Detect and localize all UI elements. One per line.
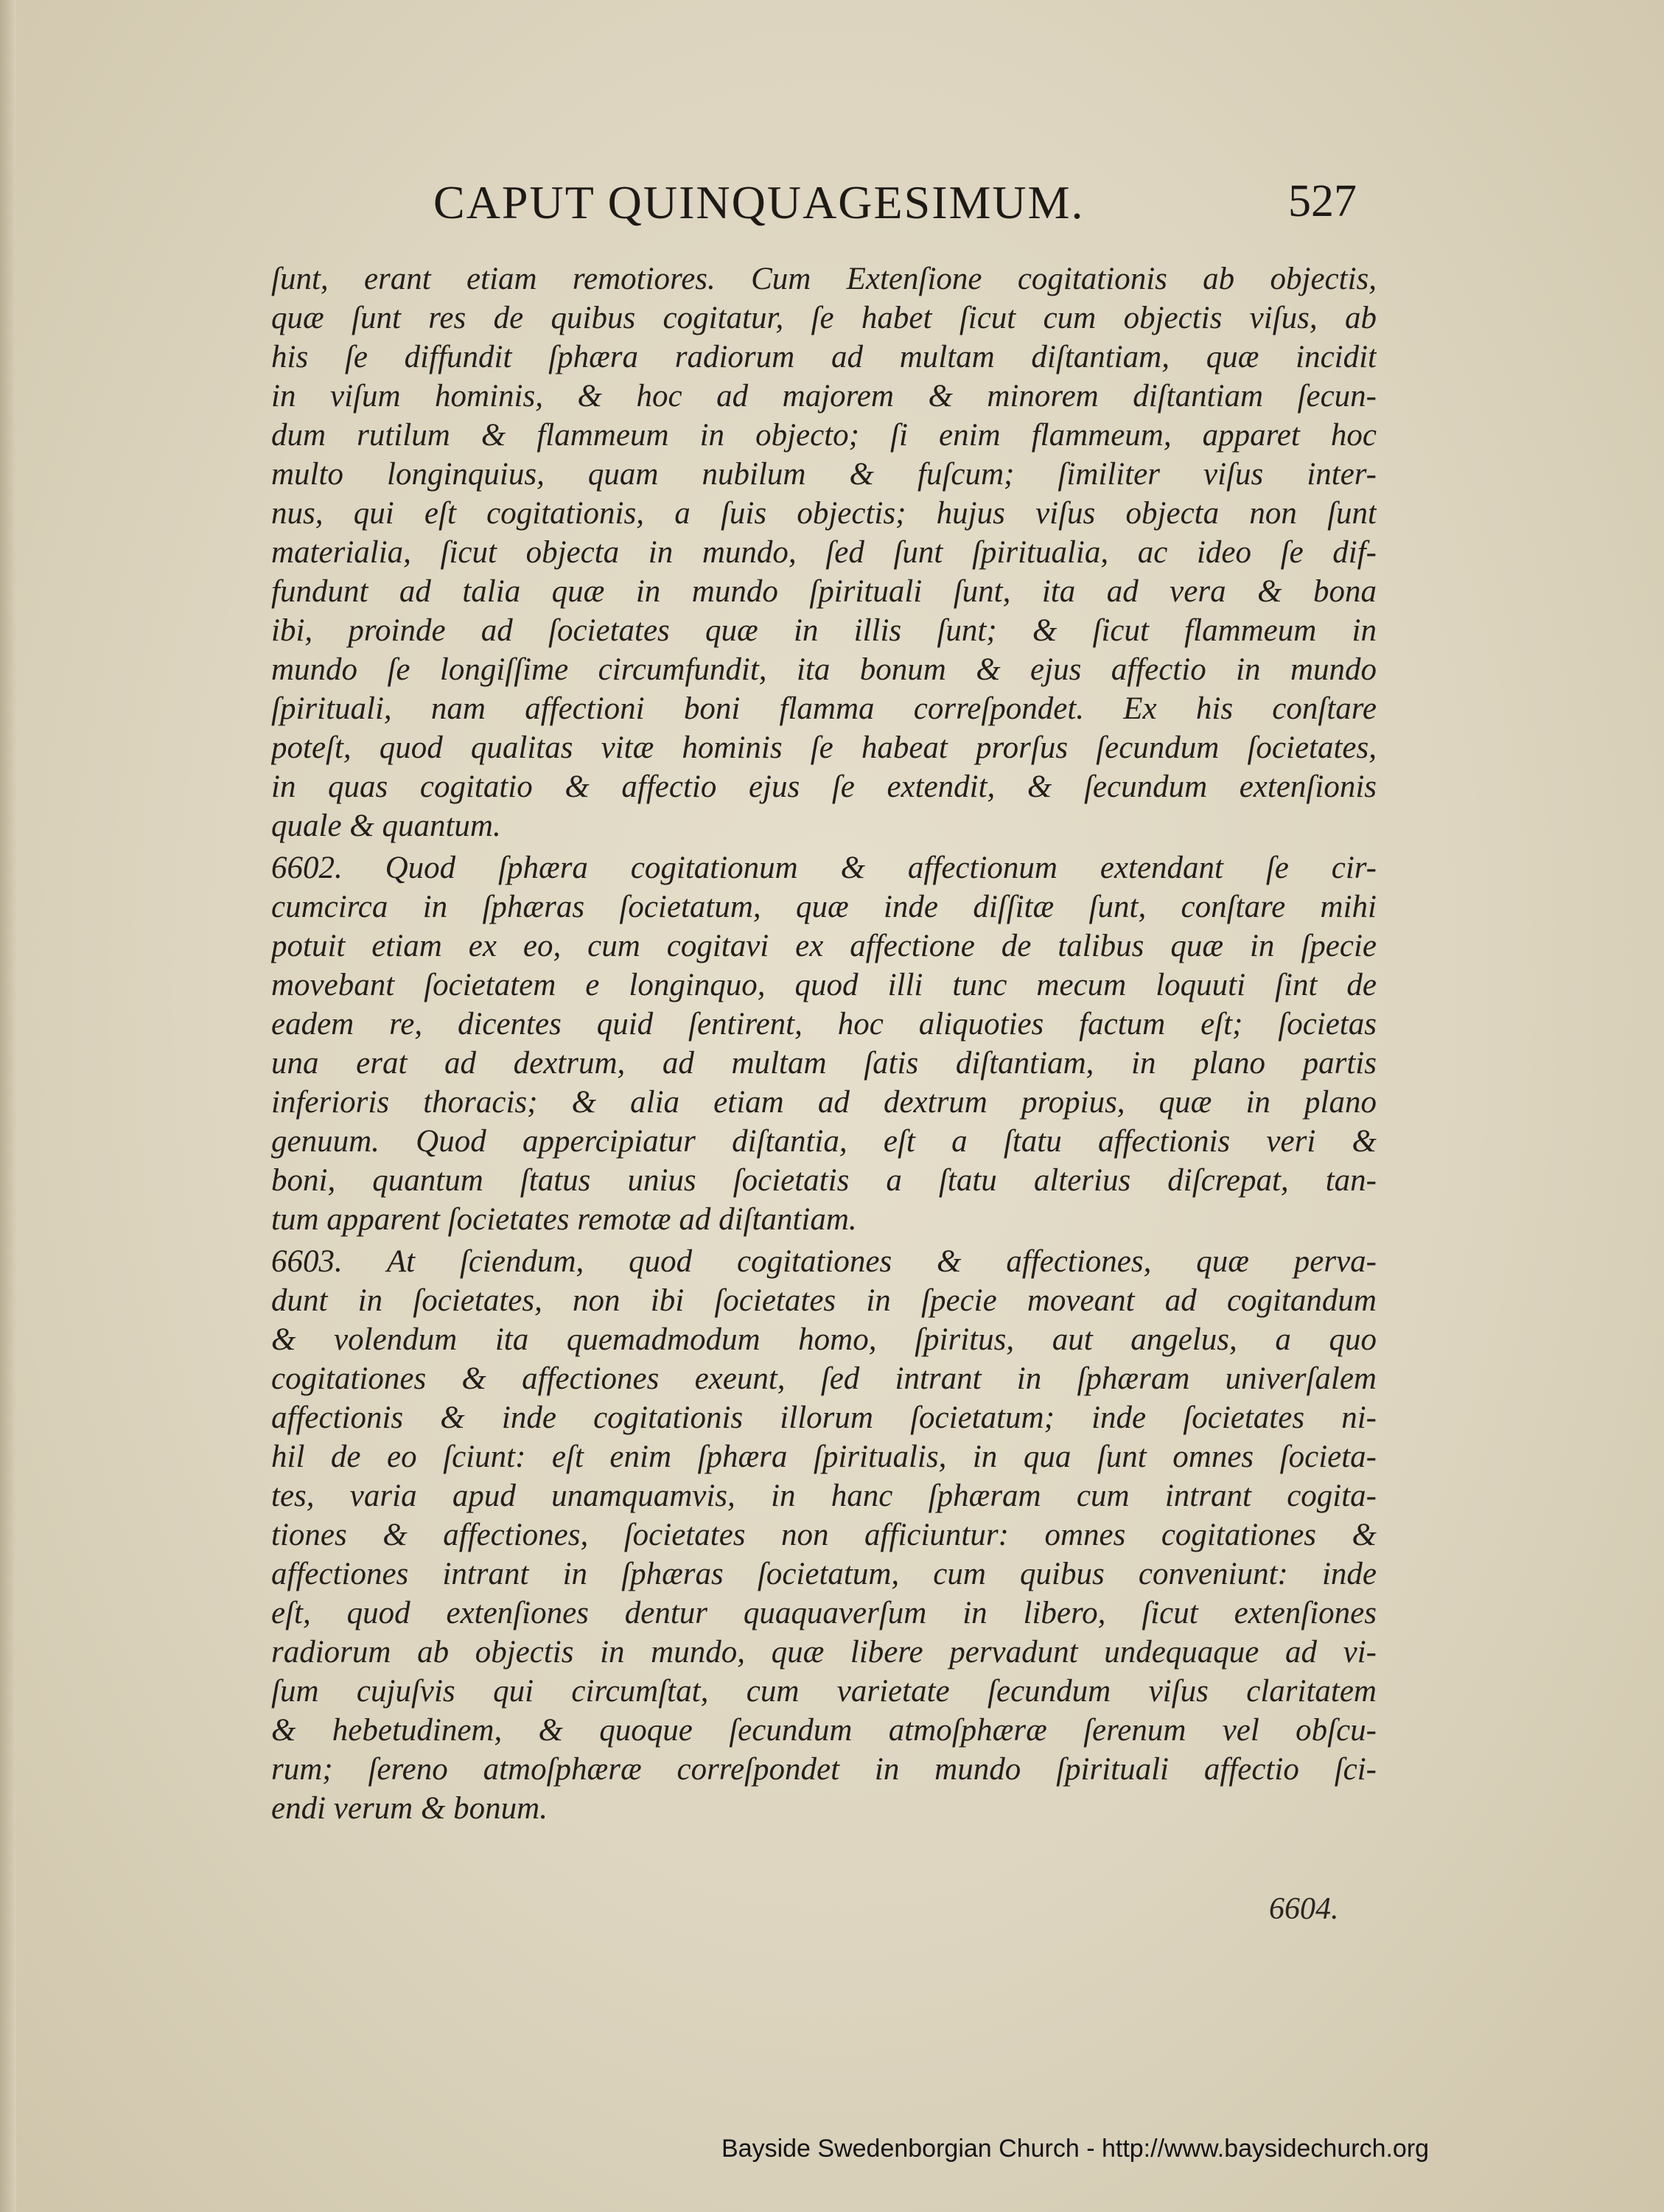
text-line: nus, qui eſt cogitationis, a ſuis objectis; hujus viſus objecta non ſunt (271, 496, 1377, 531)
text-line: ſum cujuſvis qui circumſtat, cum varietate ſecundum viſus claritatem (271, 1674, 1377, 1709)
text-line: affectionis & inde cogitationis illorum ſocietatum; inde ſocietates ni- (271, 1400, 1377, 1435)
text-line: fundunt ad talia quæ in mundo ſpirituali ſunt, ita ad vera & bona (271, 574, 1377, 609)
text-line: affectiones intrant in ſphæras ſocietatum, cum quibus conveniunt: inde (271, 1557, 1377, 1591)
text-line: hil de eo ſciunt: eſt enim ſphæra ſpiritualis, in qua ſunt omnes ſocieta- (271, 1440, 1377, 1474)
text-line: rum; ſereno atmoſphæræ correſpondet in mundo ſpirituali affectio ſci- (271, 1752, 1377, 1787)
text-line: mundo ſe longiſſime circumfundit, ita bonum & ejus affectio in mundo (271, 652, 1377, 687)
text-line: tes, varia apud unamquamvis, in hanc ſphæram cum intrant cogita- (271, 1479, 1377, 1513)
text-line: in quas cogitatio & affectio ejus ſe extendit, & ſecundum extenſionis (271, 770, 1377, 804)
text-line: dum rutilum & flammeum in objecto; ſi enim flammeum, apparet hoc (271, 418, 1377, 453)
paragraph-6603-start: 6603. At ſciendum, quod cogitationes & affectiones, quæ perva- (271, 1244, 1377, 1279)
catchword: 6604. (1269, 1892, 1339, 1926)
paragraph-6602-start: 6602. Quod ſphæra cogitationum & affectionum extendant ſe cir- (271, 851, 1377, 885)
text-line: dunt in ſocietates, non ibi ſocietates in ſpecie moveant ad cogitandum (271, 1283, 1377, 1318)
text-line: eſt, quod extenſiones dentur quaquaverſum in libero, ſicut extenſiones (271, 1596, 1377, 1630)
text-line: in viſum hominis, & hoc ad majorem & minorem diſtantiam ſecun- (271, 379, 1377, 414)
text-line: genuum. Quod appercipiatur diſtantia, eſt a ſtatu affectionis veri & (271, 1124, 1377, 1159)
text-line: & volendum ita quemadmodum homo, ſpiritus, aut angelus, a quo (271, 1322, 1377, 1357)
text-line: boni, quantum ſtatus unius ſocietatis a ſtatu alterius diſcrepat, tan- (271, 1163, 1377, 1198)
running-head (0, 175, 1664, 234)
text-line: una erat ad dextrum, ad multam ſatis diſtantiam, in plano partis (271, 1046, 1377, 1081)
chapter-title: CAPUT QUINQUAGESIMUM. (433, 176, 1085, 228)
text-line: movebant ſocietatem e longinquo, quod illi tunc mecum loquuti ſint de (271, 968, 1377, 1002)
text-line: quæ ſunt res de quibus cogitatur, ſe habet ſicut cum objectis viſus, ab (271, 301, 1377, 335)
text-line: poteſt, quod qualitas vitæ hominis ſe habeat prorſus ſecundum ſocietates, (271, 730, 1377, 765)
text-line: eadem re, dicentes quid ſentirent, hoc aliquoties factum eſt; ſocietas (271, 1007, 1377, 1042)
page-edge-shadow (0, 0, 16, 2212)
text-line: ſunt, erant etiam remotiores. Cum Extenſione cogitationis ab objectis, (271, 262, 1377, 296)
text-line: multo longinquius, quam nubilum & fuſcum; ſimiliter viſus inter- (271, 457, 1377, 492)
text-line: cogitationes & affectiones exeunt, ſed intrant in ſphæram univerſalem (271, 1361, 1377, 1396)
text-line: endi verum & bonum. (271, 1791, 548, 1826)
source-watermark: Bayside Swedenborgian Church - http://www.baysidechurch.org (721, 2135, 1430, 2163)
text-line: tum apparent ſocietates remotæ ad diſtantiam. (271, 1202, 857, 1237)
text-line: ſpirituali, nam affectioni boni flamma correſpondet. Ex his conſtare (271, 691, 1377, 726)
text-line: quale & quantum. (271, 809, 501, 843)
text-line: tiones & affectiones, ſocietates non afficiuntur: omnes cogitationes & (271, 1518, 1377, 1552)
text-line: his ſe diffundit ſphæra radiorum ad multam diſtantiam, quæ incidit (271, 340, 1377, 374)
page-number: 527 (1288, 176, 1357, 226)
text-line: & hebetudinem, & quoque ſecundum atmoſphæræ ſerenum vel obſcu- (271, 1713, 1377, 1748)
text-line: cumcirca in ſphæras ſocietatum, quæ inde diſſitæ ſunt, conſtare mihi (271, 890, 1377, 924)
text-line: radiorum ab objectis in mundo, quæ libere pervadunt undequaque ad vi- (271, 1635, 1377, 1670)
body-text (271, 259, 1377, 1828)
text-line: materialia, ſicut objecta in mundo, ſed ſunt ſpiritualia, ac ideo ſe dif- (271, 535, 1377, 570)
text-line: potuit etiam ex eo, cum cogitavi ex affectione de talibus quæ in ſpecie (271, 929, 1377, 963)
text-line: ibi, proinde ad ſocietates quæ in illis ſunt; & ſicut flammeum in (271, 613, 1377, 648)
text-line: inferioris thoracis; & alia etiam ad dextrum propius, quæ in plano (271, 1085, 1377, 1120)
